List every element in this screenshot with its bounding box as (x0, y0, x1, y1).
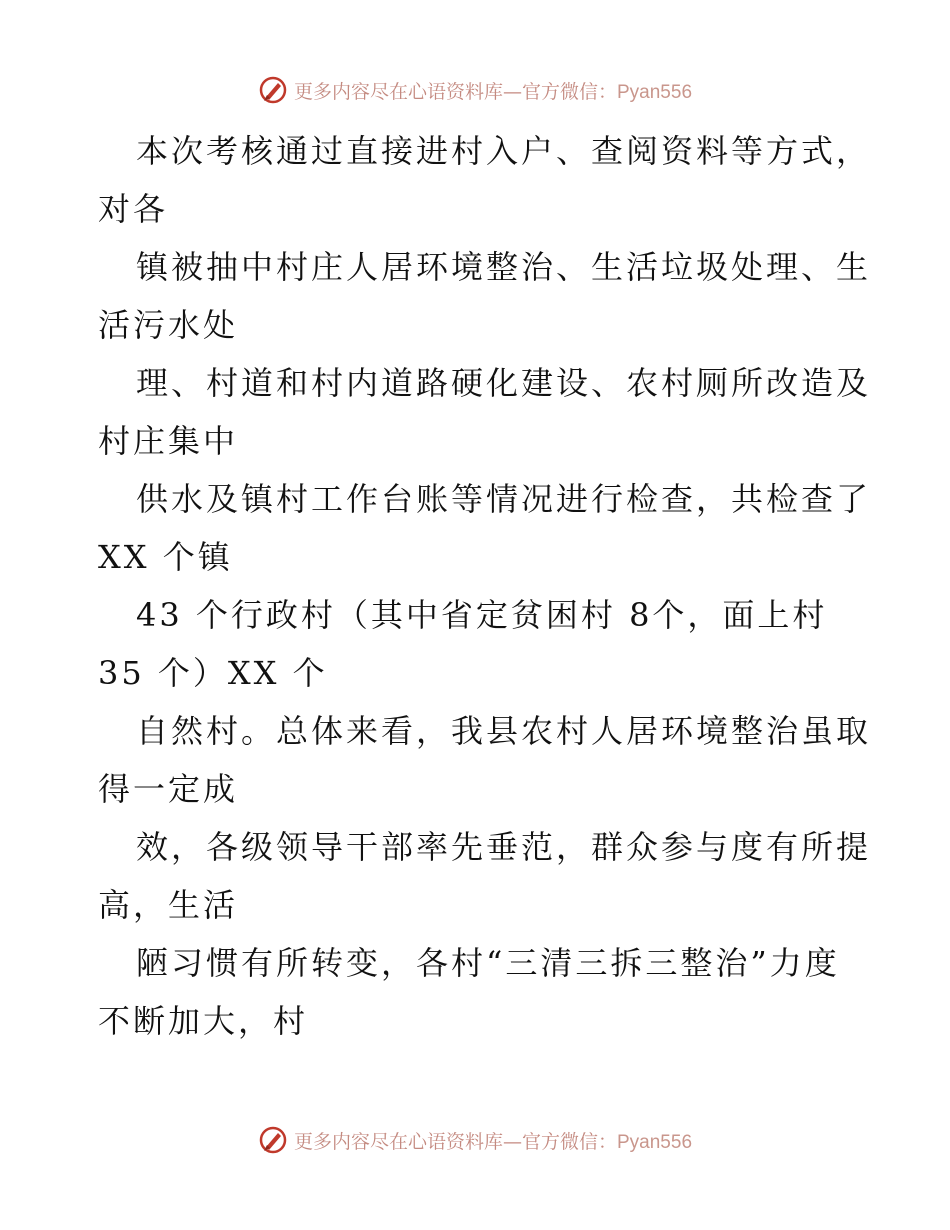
body-line: 效，各级领导干部率先垂范，群众参与度有所提 (136, 828, 872, 866)
body-line: 对各 (98, 190, 169, 228)
document-body (98, 122, 872, 1050)
body-line: 本次考核通过直接进村入户、查阅资料等方式， (136, 132, 872, 170)
body-line: 43 个行政村（其中省定贫困村 8个，面上村 (136, 596, 828, 634)
body-line: 不断加大，村 (98, 1002, 309, 1040)
pen-logo-icon (258, 1125, 288, 1155)
pen-logo-icon (258, 75, 288, 105)
body-line: 供水及镇村工作台账等情况进行检查，共检查了 (136, 480, 872, 518)
body-line: 镇被抽中村庄人居环境整治、生活垃圾处理、生 (136, 248, 872, 286)
header-watermark (0, 70, 950, 110)
watermark-wechat-id: Pyan556 (617, 1131, 693, 1153)
body-line: 陋习惯有所转变，各村“三清三拆三整治”力度 (136, 944, 840, 982)
body-line: 35 个）XX 个 (98, 654, 328, 692)
body-line: 高，生活 (98, 886, 239, 924)
body-line: 自然村。总体来看，我县农村人居环境整治虽取 (136, 712, 872, 750)
watermark-wechat-id: Pyan556 (617, 81, 693, 103)
body-line: 得一定成 (98, 770, 239, 808)
body-line: XX 个镇 (98, 538, 233, 576)
body-line: 活污水处 (98, 306, 239, 344)
body-line: 理、村道和村内道路硬化建设、农村厕所改造及 (136, 364, 872, 402)
footer-watermark (0, 1120, 950, 1160)
body-line: 村庄集中 (98, 422, 239, 460)
watermark-text: 更多内容尽在心语资料库—官方微信：Pyan556 (293, 1130, 693, 1153)
watermark-text: 更多内容尽在心语资料库—官方微信：Pyan556 (293, 80, 693, 103)
